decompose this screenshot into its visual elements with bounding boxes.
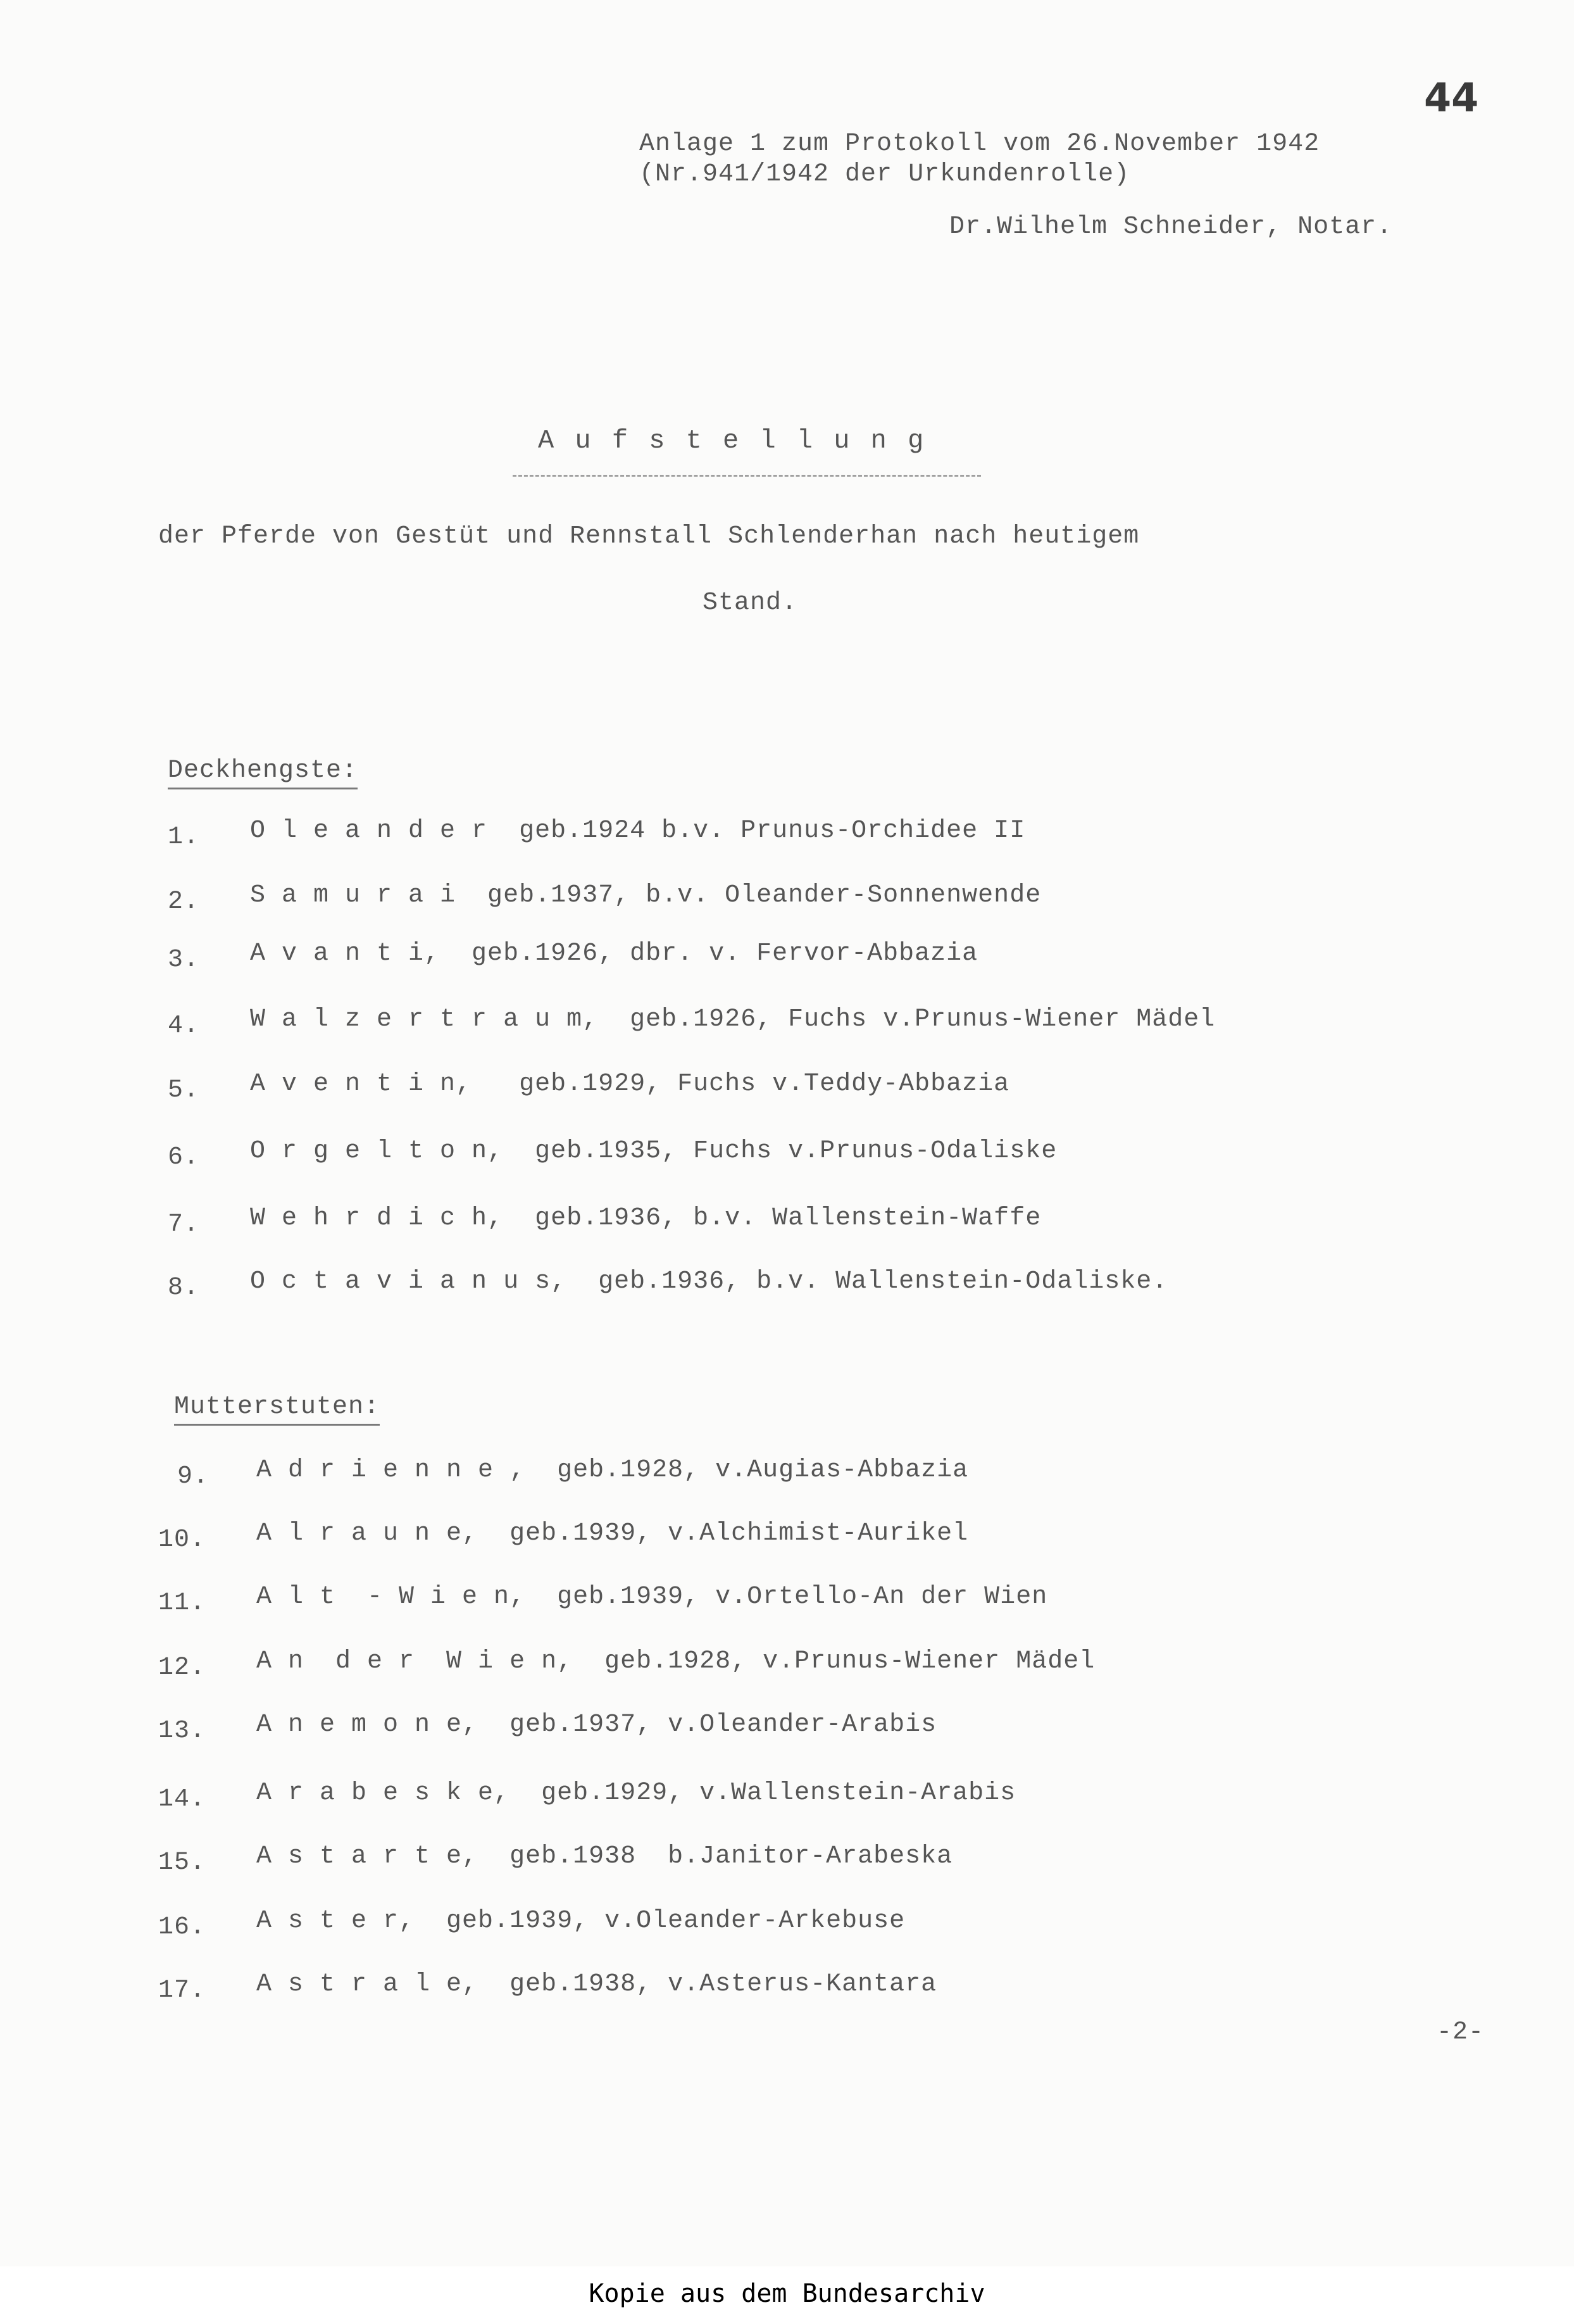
continuation-marker: -2-	[1437, 2018, 1485, 2047]
list-item-number: 2.	[168, 888, 200, 916]
list-item-number: 11.	[158, 1589, 206, 1617]
list-item-text: W e h r d i c h, geb.1936, b.v. Wallenstein-Waffe	[250, 1204, 1042, 1233]
title-underline	[513, 475, 981, 477]
list-item-text: A v a n t i, geb.1926, dbr. v. Fervor-Abbazia	[250, 939, 978, 968]
header-notary: Dr.Wilhelm Schneider, Notar.	[949, 213, 1393, 241]
list-item-text: A d r i e n n e , geb.1928, v.Augias-Abbazia	[256, 1456, 969, 1485]
list-item-text: O l e a n d e r geb.1924 b.v. Prunus-Orchidee II	[250, 817, 1026, 845]
list-item-number: 16.	[158, 1913, 206, 1942]
subtitle-line-1: der Pferde von Gestüt und Rennstall Schlenderhan nach heutigem	[158, 522, 1140, 551]
list-item-text: A s t e r, geb.1939, v.Oleander-Arkebuse	[256, 1907, 906, 1935]
list-item-number: 7.	[168, 1210, 200, 1239]
list-item-text: A v e n t i n, geb.1929, Fuchs v.Teddy-Abbazia	[250, 1070, 1010, 1098]
list-item-text: O c t a v i a n u s, geb.1936, b.v. Wallenstein-Odaliske.	[250, 1267, 1168, 1296]
list-item-text: A s t a r t e, geb.1938 b.Janitor-Arabeska	[256, 1842, 953, 1871]
list-item-number: 1.	[168, 823, 200, 851]
header-line-1: Anlage 1 zum Protokoll vom 26.November 1942	[639, 130, 1320, 158]
section-heading-mutterstuten: Mutterstuten:	[174, 1393, 380, 1421]
list-item-text: A l t - W i e n, geb.1939, v.Ortello-An der Wien	[256, 1583, 1048, 1611]
list-item-number: 14.	[158, 1785, 206, 1814]
list-item-text: A l r a u n e, geb.1939, v.Alchimist-Aurikel	[256, 1519, 969, 1548]
list-item-number: 3.	[168, 946, 200, 974]
page-number: 44	[1424, 75, 1479, 121]
list-item-number: 4.	[168, 1012, 200, 1040]
list-item-number: 8.	[168, 1274, 200, 1302]
list-item-number: 5.	[168, 1076, 200, 1105]
subtitle-line-2: Stand.	[703, 589, 798, 617]
list-item-text: S a m u r a i geb.1937, b.v. Oleander-Sonnenwende	[250, 881, 1042, 910]
list-item-text: A n d e r W i e n, geb.1928, v.Prunus-Wiener Mädel	[256, 1647, 1096, 1676]
list-item-number: 15.	[158, 1849, 206, 1877]
list-item-number: 17.	[158, 1976, 206, 2005]
list-item-number: 13.	[158, 1717, 206, 1745]
list-item-text: O r g e l t o n, geb.1935, Fuchs v.Prunus-Odaliske	[250, 1137, 1058, 1165]
list-item-text: A r a b e s k e, geb.1929, v.Wallenstein-Arabis	[256, 1779, 1016, 1807]
list-item-number: 10.	[158, 1526, 206, 1554]
header-line-2: (Nr.941/1942 der Urkundenrolle)	[639, 160, 1130, 189]
list-item-text: W a l z e r t r a u m, geb.1926, Fuchs v.Prunus-Wiener Mädel	[250, 1005, 1216, 1034]
list-item-text: A n e m o n e, geb.1937, v.Oleander-Arabis	[256, 1711, 937, 1739]
document-title: A u f s t e l l u n g	[538, 425, 927, 456]
list-item-text: A s t r a l e, geb.1938, v.Asterus-Kantara	[256, 1970, 937, 1999]
list-item-number: 9.	[177, 1462, 209, 1491]
archive-footer: Kopie aus dem Bundesarchiv	[589, 2279, 985, 2308]
list-item-number: 12.	[158, 1654, 206, 1682]
section-heading-deckhengste: Deckhengste:	[168, 757, 358, 785]
list-item-number: 6.	[168, 1143, 200, 1172]
